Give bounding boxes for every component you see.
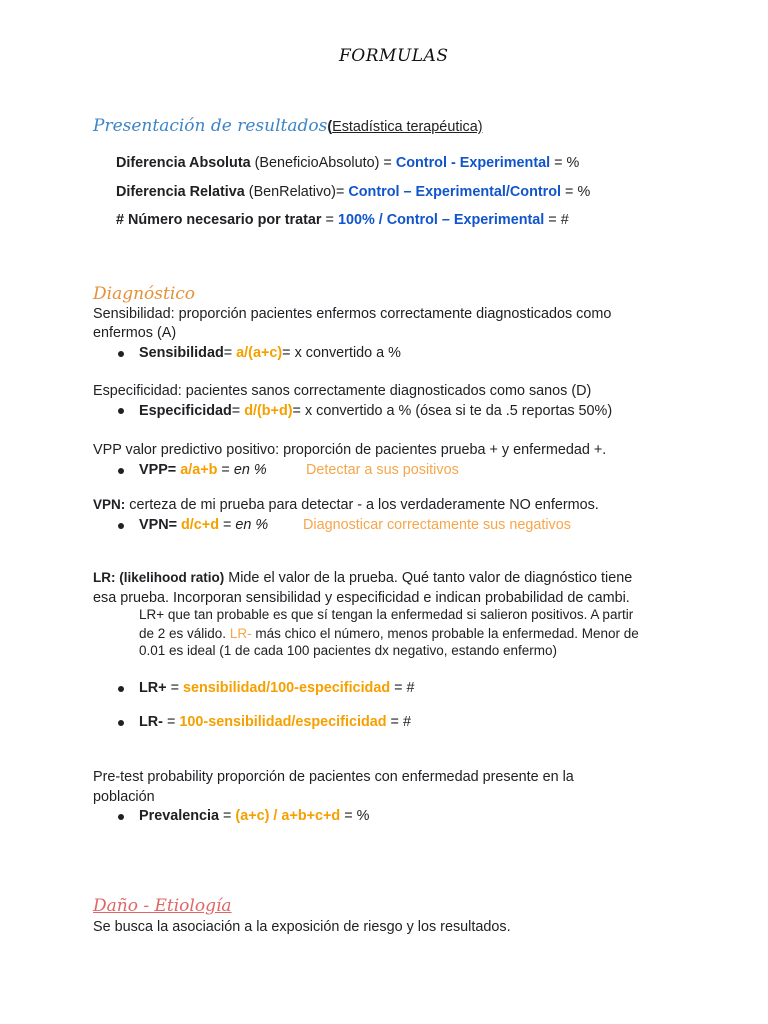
dano-desc: Se busca la asociación a la exposición de riesgo y los resultados. <box>93 919 511 935</box>
bullet-dot <box>118 720 124 726</box>
prevalencia-formula: Prevalencia = (a+c) / a+b+c+d = % <box>139 808 370 824</box>
bullet-dot <box>118 523 124 529</box>
formula-line-diferencia-relativa: Diferencia Relativa (BenRelativo)= Control – Experimental/Control = % <box>116 184 591 200</box>
pretest-desc-1: Pre-test probability proporción de pacientes con enfermedad presente en la <box>93 769 574 785</box>
vpn-note: Diagnosticar correctamente sus negativos <box>303 517 571 533</box>
bullet-dot <box>118 468 124 474</box>
pretest-desc-2: población <box>93 789 155 805</box>
sens-desc-2: enfermos (A) <box>93 325 177 341</box>
formula-line-diferencia-absoluta: Diferencia Absoluta (BeneficioAbsoluto) = Control - Experimental = % <box>116 155 580 171</box>
lr-sub-2: de 2 es válido. LR- más chico el número, menos probable la enfermedad. Menor de <box>139 626 639 641</box>
section-presentacion <box>93 116 483 136</box>
esp-formula-line: Especificidad= d/(b+d)= x convertido a % (ósea si te da .5 reportas 50%) <box>139 403 613 419</box>
esp-desc: Especificidad: pacientes sanos correctamente diagnosticados como sanos (D) <box>93 383 592 399</box>
bullet-dot <box>118 814 124 820</box>
heading-note: Estadística terapéutica) <box>332 119 483 135</box>
bullet-dot <box>118 686 124 692</box>
lr-negative-formula: LR- = 100-sensibilidad/especificidad = # <box>139 714 411 730</box>
paren-open: ( <box>327 119 333 135</box>
vpn-desc: VPN: certeza de mi prueba para detectar - a los verdaderamente NO enfermos. <box>93 497 599 513</box>
vpp-note: Detectar a sus positivos <box>306 462 459 478</box>
lr-desc-1: LR: (likelihood ratio) Mide el valor de la prueba. Qué tanto valor de diagnóstico tiene <box>93 570 633 586</box>
section-heading-dano: Daño - Etiología <box>93 896 232 916</box>
sens-desc-1: Sensibilidad: proporción pacientes enfermos correctamente diagnosticados como <box>93 306 612 322</box>
sens-formula-line: Sensibilidad= a/(a+c)= x convertido a % <box>139 345 401 361</box>
lr-desc-2: esa prueba. Incorporan sensibilidad y especificidad e indican probabilidad de cambi. <box>93 590 630 606</box>
formula-line-nnt: # Número necesario por tratar = 100% / Control – Experimental = # <box>116 212 569 228</box>
bullet-dot <box>118 351 124 357</box>
lr-positive-formula: LR+ = sensibilidad/100-especificidad = # <box>139 680 415 696</box>
bullet-dot <box>118 408 124 414</box>
lr-sub-3: 0.01 es ideal (1 de cada 100 pacientes dx negativo, estando enfermo) <box>139 643 558 658</box>
section-heading-presentacion: Presentación de resultados <box>93 116 328 136</box>
lr-sub-1: LR+ que tan probable es que sí tengan la enfermedad si salieron positivos. A partir <box>139 607 634 622</box>
section-heading-diagnostico: Diagnóstico <box>93 284 196 304</box>
vpp-desc: VPP valor predictivo positivo: proporción de pacientes prueba + y enfermedad +. <box>93 442 607 458</box>
vpn-formula-line: VPN= d/c+d = en % <box>139 517 269 533</box>
page-title: FORMULAS <box>339 46 449 66</box>
vpp-formula-line: VPP= a/a+b = en % <box>139 462 267 478</box>
